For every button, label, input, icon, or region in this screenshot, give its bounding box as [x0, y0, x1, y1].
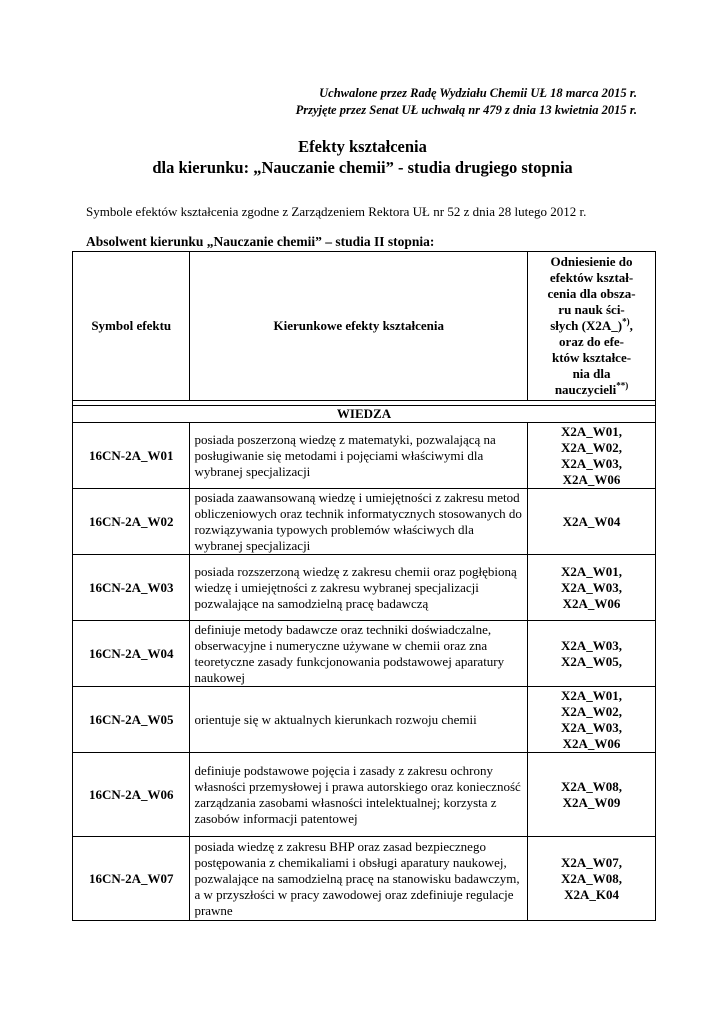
reference-code: X2A_W01, [561, 563, 623, 579]
table-row [73, 555, 656, 621]
document-title: Efekty kształcenia [298, 137, 427, 156]
approval-note-senate: Przyjęte przez Senat UŁ uchwałą nr 479 z dnia 13 kwietnia 2015 r. [295, 103, 637, 117]
approval-note-faculty: Uchwalone przez Radę Wydziału Chemii UŁ 18 marca 2015 r. [319, 86, 637, 100]
header-ref-line: nia dla [572, 366, 611, 381]
table-row [73, 837, 656, 921]
outcome-references [528, 837, 656, 921]
table-row [73, 423, 656, 489]
header-ref-line: cenia dla obsza- [547, 286, 636, 301]
outcome-references [528, 555, 656, 621]
header-description: Kierunkowe efekty kształcenia [190, 252, 528, 401]
reference-code: X2A_W02, [561, 703, 623, 719]
reference-code: X2A_W03, [561, 637, 623, 653]
header-ref-line: ru nauk ści- [558, 302, 625, 317]
table-row [73, 621, 656, 687]
reference-code: X2A_W06 [562, 735, 621, 751]
graduate-heading: Absolwent kierunku „Nauczanie chemii” – studia II stopnia: [86, 234, 435, 249]
document-subtitle: dla kierunku: „Nauczanie chemii” - studia drugiego stopnia [152, 158, 573, 177]
outcome-description: orientuje się w aktualnych kierunkach rozwoju chemii [190, 687, 528, 753]
reference-code: X2A_W05, [561, 653, 623, 669]
outcome-description: posiada wiedzę z zakresu BHP oraz zasad bezpiecznego postępowania z chemikaliami i obsługi aparatury naukowej, pozwalające na samodzielną pracę na stanowisku badawczym, a w przyszłości w pracy zawodowej oraz zdefiniuje regulacje prawne [190, 837, 528, 921]
reference-code: X2A_W07, [561, 854, 623, 870]
outcome-symbol: 16CN-2A_W03 [73, 555, 190, 621]
outcome-symbol: 16CN-2A_W06 [73, 753, 190, 837]
reference-code: X2A_W02, [561, 439, 623, 455]
outcome-description: definiuje metody badawcze oraz techniki doświadczalne, obserwacyjne i numeryczne używane w chemii oraz zna teoretyczne zasady funkcjonowania podstawowej aparatury naukowej [190, 621, 528, 687]
header-ref-line: słych (X2A_)*), [550, 316, 633, 333]
table-row [73, 753, 656, 837]
section-row [73, 406, 656, 423]
header-ref-line: Odniesienie do [550, 254, 633, 269]
outcome-description: definiuje podstawowe pojęcia i zasady z zakresu ochrony własności przemysłowej i prawa autorskiego oraz konieczność zarządzania zasobami własności intelektualnej; korzysta z zasobów informacji patentowej [190, 753, 528, 837]
reference-code: X2A_W03, [561, 455, 623, 471]
outcome-references [528, 687, 656, 753]
footnote-marker: *) [622, 316, 630, 327]
table-row [73, 489, 656, 555]
reference-code: X2A_W09 [562, 794, 621, 810]
reference-code: X2A_W06 [562, 471, 621, 487]
outcome-symbol: 16CN-2A_W05 [73, 687, 190, 753]
outcome-description: posiada zaawansowaną wiedzę i umiejętności z zakresu metod obliczeniowych oraz technik informatycznych stosowanych do rozwiązywania typowych problemów właściwych dla wybranej specjalizacji [190, 489, 528, 555]
table-body [73, 401, 656, 921]
header-ref-line: któw kształce- [551, 350, 632, 365]
outcome-references [528, 489, 656, 555]
header-ref-line: efektów kształ- [549, 270, 634, 285]
table-row [73, 687, 656, 753]
reference-code: X2A_W04 [562, 513, 621, 529]
learning-outcomes-table [72, 251, 656, 921]
reference-code: X2A_W03, [561, 579, 623, 595]
header-reference [528, 252, 656, 401]
reference-code: X2A_K04 [564, 886, 619, 902]
reference-code: X2A_W06 [562, 595, 621, 611]
header-ref-line: oraz do efe- [559, 334, 625, 349]
outcome-description: posiada rozszerzoną wiedzę z zakresu chemii oraz pogłębioną wiedzę i umiejętności z zakresu wybranej specjalizacji pozwalające na samodzielną pracę badawczą [190, 555, 528, 621]
reference-code: X2A_W08, [561, 870, 623, 886]
outcome-references [528, 621, 656, 687]
outcome-symbol: 16CN-2A_W07 [73, 837, 190, 921]
header-ref-line: nauczycieli**) [554, 380, 629, 397]
reference-code: X2A_W01, [561, 687, 623, 703]
outcome-symbol: 16CN-2A_W01 [73, 423, 190, 489]
outcome-references [528, 423, 656, 489]
reference-code: X2A_W01, [561, 423, 623, 439]
table-header-row [73, 252, 656, 401]
outcome-symbol: 16CN-2A_W04 [73, 621, 190, 687]
reference-code: X2A_W03, [561, 719, 623, 735]
outcome-description: posiada poszerzoną wiedzę z matematyki, pozwalającą na posługiwanie się metodami i pojęciami właściwymi dla wybranej specjalizacji [190, 423, 528, 489]
outcome-symbol: 16CN-2A_W02 [73, 489, 190, 555]
section-title: WIEDZA [73, 406, 656, 423]
reference-code: X2A_W08, [561, 778, 623, 794]
header-symbol: Symbol efektu [73, 252, 190, 401]
intro-paragraph: Symbole efektów kształcenia zgodne z Zarządzeniem Rektora UŁ nr 52 z dnia 28 lutego 2012 r. [86, 204, 587, 219]
footnote-marker: **) [616, 380, 629, 391]
outcome-references [528, 753, 656, 837]
